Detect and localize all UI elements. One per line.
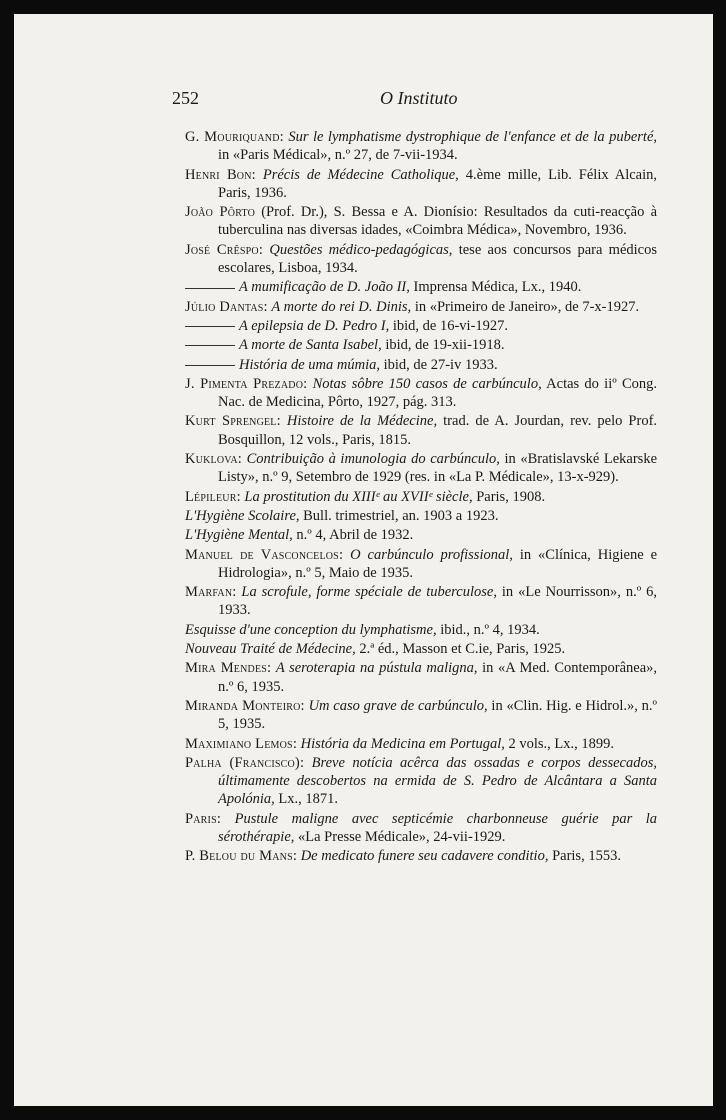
reference-entry: [185, 526, 657, 544]
reference-author: Miranda Monteiro:: [185, 697, 305, 714]
reference-title: Notas sôbre 150 casos de carbúnculo,: [312, 375, 542, 392]
reference-title: Histoire de la Médecine,: [286, 413, 438, 430]
reference-entry: [185, 450, 657, 487]
reference-details: «La Presse Médicale», 24-vii-1929.: [298, 828, 506, 845]
reference-entry: [185, 507, 657, 525]
reference-details: in «Paris Médical», n.º 27, de 7-vii-1934.: [218, 147, 458, 164]
reference-details: Bull. trimestriel, an. 1903 a 1923.: [303, 507, 499, 524]
reference-entry: [185, 621, 657, 639]
reference-entry: [185, 356, 657, 374]
reference-title: A epilepsia de D. Pedro I,: [239, 317, 390, 334]
reference-entry: [185, 810, 657, 847]
reference-details: in «Primeiro de Janeiro», de 7-x-1927.: [414, 298, 640, 315]
reference-details: ibid, de 16-vi-1927.: [392, 317, 509, 334]
reference-details: in «Clínica, Higiene e Hidrologia», n.º 5, Maio de 1935.: [218, 546, 657, 581]
reference-details: in «Le Nourrisson», n.º 6, 1933.: [218, 584, 658, 619]
reference-author: Kurt Sprengel:: [185, 413, 281, 430]
reference-details: Paris, 1553.: [552, 848, 621, 865]
reference-entry: [185, 278, 657, 296]
reference-entry: [185, 488, 657, 506]
reference-details: ibid, de 19-xii-1918.: [385, 337, 505, 354]
reference-details: Paris, 1908.: [476, 488, 546, 505]
running-title: O Instituto: [380, 88, 458, 108]
reference-entry: [185, 847, 657, 865]
page-header: [172, 88, 592, 112]
reference-title: De medicato funere seu cadavere conditio,: [300, 848, 549, 865]
reference-entry: [185, 298, 657, 316]
reference-title: Um caso grave de carbúnculo,: [308, 697, 488, 714]
reference-details: Imprensa Médica, Lx., 1940.: [413, 279, 582, 296]
reference-details: 4.ème mille, Lib. Félix Alcain, Paris, 1936.: [218, 166, 658, 201]
reference-author: José Crêspo:: [185, 241, 264, 258]
reference-title: Esquisse d'une conception du lymphatisme,: [185, 621, 437, 638]
reference-entry: [185, 640, 657, 658]
reference-title: A morte do rei D. Dinis,: [271, 298, 412, 315]
reference-author: Manuel de Vasconcelos:: [185, 546, 344, 563]
reference-entry: [185, 754, 657, 809]
reference-title: A mumificação de D. João II,: [239, 279, 410, 296]
reference-details: trad. de A. Jourdan, rev. pelo Prof. Bosquillon, 12 vols., Paris, 1815.: [218, 413, 658, 448]
reference-author: Paris:: [185, 810, 222, 827]
reference-author: Henri Bon:: [185, 166, 256, 183]
reference-details: Actas do iiº Cong. Nac. de Medicina, Pôrto, 1927, pág. 313.: [218, 375, 658, 411]
reference-details: 2 vols., Lx., 1899.: [508, 735, 615, 752]
reference-entry: [185, 336, 657, 354]
reference-title: Questões médico-pedagógicas,: [269, 241, 453, 258]
reference-title: História da Medicina em Portugal,: [300, 735, 505, 752]
reference-list: [185, 128, 657, 867]
reference-entry: [185, 659, 657, 696]
reference-title: A seroterapia na pústula maligna,: [275, 660, 478, 677]
reference-title: La scrofule, forme spéciale de tuberculose,: [241, 584, 497, 601]
reference-details: 2.ª éd., Masson et C.ie, Paris, 1925.: [359, 641, 566, 658]
reference-entry: [185, 375, 657, 412]
reference-details: (Prof. Dr.), S. Bessa e A. Dionísio: Resultados da cuti-reacção à tuberculina nas diversas idades, «Coimbra Médica», Novembro, 1936.: [218, 204, 658, 239]
reference-author: Marfan:: [185, 584, 237, 601]
reference-details: ibid, de 27-iv 1933.: [383, 356, 498, 373]
reference-entry: [185, 735, 657, 753]
reference-title: Nouveau Traité de Médecine,: [185, 641, 356, 658]
reference-title: Contribuição à imunologia do carbúnculo,: [246, 451, 500, 468]
reference-entry: [185, 203, 657, 240]
reference-author: Kuklova:: [185, 451, 243, 468]
reference-title: Pustule maligne avec septicémie charbonneuse guérie par la sérothérapie,: [218, 810, 658, 845]
reference-details: n.º 4, Abril de 1932.: [296, 527, 414, 544]
reference-details: in «Clin. Hig. e Hidrol.», n.º 5, 1935.: [218, 697, 658, 733]
ditto-dash: [185, 345, 235, 346]
reference-title: L'Hygiène Mental,: [185, 527, 293, 544]
reference-entry: [185, 317, 657, 335]
reference-details: ibid., n.º 4, 1934.: [440, 621, 540, 638]
reference-details: in «Bratislavské Lekarske Listy», n.º 9, Setembro de 1929 (res. in «La P. Médicale», 13-x-929).: [218, 451, 658, 486]
ditto-dash: [185, 365, 235, 366]
reference-author: Lépileur:: [185, 488, 241, 505]
reference-title: L'Hygiène Scolaire,: [185, 507, 300, 524]
reference-author: Mira Mendes:: [185, 660, 272, 677]
ditto-dash: [185, 326, 235, 327]
reference-author: Maximiano Lemos:: [185, 735, 298, 752]
reference-author: Júlio Dantas:: [185, 298, 268, 315]
reference-title: Breve notícia acêrca das ossadas e corpos dessecados, últimamente descobertos na ermida de S. Pedro de Alcântara a Santa Apolónia,: [218, 754, 657, 808]
reference-title: La prostitution du XIIIᵉ au XVIIᵉ siècle,: [244, 488, 473, 505]
reference-author: Palha (Francisco):: [185, 754, 305, 771]
reference-entry: [185, 697, 657, 734]
reference-title: Précis de Médecine Catholique,: [262, 166, 459, 183]
reference-entry: [185, 241, 657, 278]
ditto-dash: [185, 288, 235, 289]
reference-author: P. Belou du Mans:: [185, 848, 298, 865]
reference-author: G. Mouriquand:: [185, 129, 284, 145]
reference-entry: [185, 128, 657, 165]
reference-title: Sur le lymphatisme dystrophique de l'enfance et de la puberté,: [288, 129, 658, 145]
reference-title: A morte de Santa Isabel,: [239, 337, 382, 354]
reference-title: O carbúnculo profissional,: [350, 546, 513, 563]
page: [14, 14, 713, 1106]
reference-entry: [185, 546, 657, 583]
reference-entry: [185, 166, 657, 203]
reference-details: in «A Med. Contemporânea», n.º 6, 1935.: [218, 660, 658, 695]
reference-author: J. Pimenta Prezado:: [185, 375, 308, 392]
reference-author: João Pôrto: [185, 204, 256, 221]
reference-entry: [185, 412, 657, 449]
reference-entry: [185, 583, 657, 620]
reference-details: tese aos concursos para médicos escolares, Lisboa, 1934.: [218, 241, 658, 277]
reference-details: Lx., 1871.: [278, 791, 339, 808]
page-number: 252: [172, 88, 199, 108]
reference-title: História de uma múmia,: [239, 356, 380, 373]
